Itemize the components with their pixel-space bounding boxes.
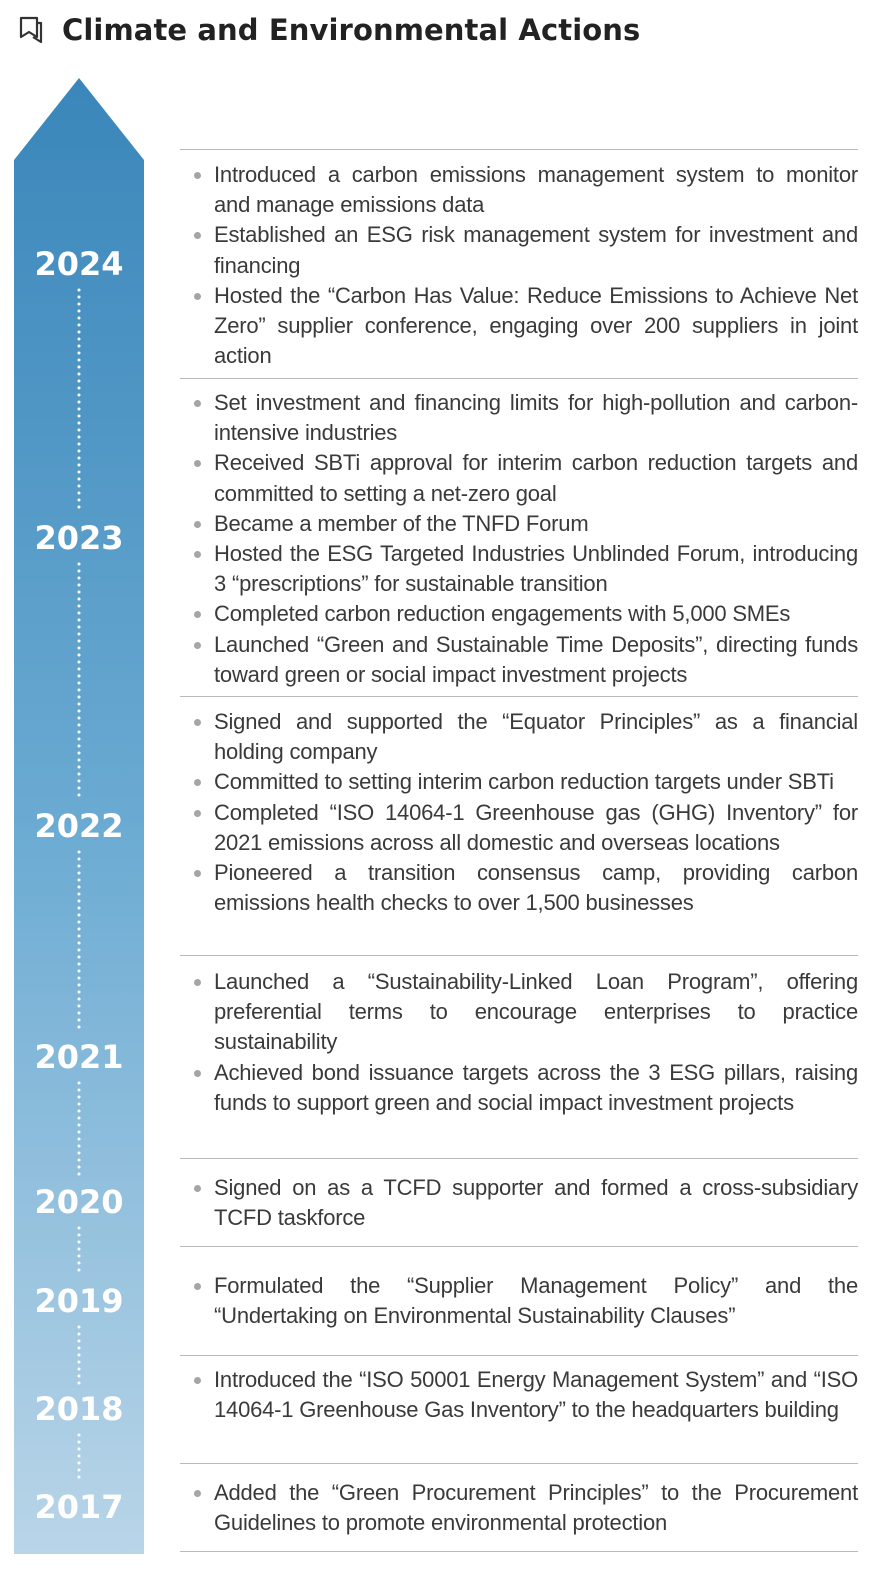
year-label: 2020 (34, 1183, 124, 1221)
year-label: 2023 (34, 519, 124, 557)
section-divider (180, 1246, 858, 1247)
section-divider (180, 1158, 858, 1159)
action-item: Introduced the “ISO 50001 Energy Management System” and “ISO 14064-1 Greenhouse Gas Inventory” to the headquarters building (192, 1365, 858, 1425)
action-item: Launched “Green and Sustainable Time Deposits”, directing funds toward green or social impact investment projects (192, 630, 858, 690)
year-2018-actions (192, 1365, 858, 1425)
year-2020-actions (192, 1173, 858, 1233)
action-item: Introduced a carbon emissions management system to monitor and manage emissions data (192, 160, 858, 220)
action-item: Became a member of the TNFD Forum (192, 509, 858, 539)
action-item: Completed “ISO 14064-1 Greenhouse gas (GHG) Inventory” for 2021 emissions across all domestic and overseas locations (192, 798, 858, 858)
year-2017-actions (192, 1478, 858, 1538)
action-item: Completed carbon reduction engagements with 5,000 SMEs (192, 599, 858, 629)
year-2024-actions (192, 160, 858, 371)
action-item: Received SBTi approval for interim carbon reduction targets and committed to setting a net-zero goal (192, 448, 858, 508)
section-divider (180, 378, 858, 379)
section-divider (180, 149, 858, 150)
year-label: 2019 (34, 1282, 124, 1320)
year-label: 2021 (34, 1038, 124, 1076)
page-header (18, 8, 640, 52)
year-2019-actions (192, 1271, 858, 1331)
action-item: Signed on as a TCFD supporter and formed a cross-subsidiary TCFD taskforce (192, 1173, 858, 1233)
action-item: Signed and supported the “Equator Principles” as a financial holding company (192, 707, 858, 767)
action-item: Committed to setting interim carbon reduction targets under SBTi (192, 767, 858, 797)
year-label: 2024 (34, 245, 124, 283)
section-divider (180, 1355, 858, 1356)
year-2022-actions (192, 707, 858, 918)
action-item: Established an ESG risk management system for investment and financing (192, 220, 858, 280)
year-label: 2018 (34, 1390, 124, 1428)
year-2023-actions (192, 388, 858, 690)
section-divider (180, 1463, 858, 1464)
action-item: Hosted the ESG Targeted Industries Unblinded Forum, introducing 3 “prescriptions” for sustainable transition (192, 539, 858, 599)
action-item: Set investment and financing limits for high-pollution and carbon-intensive industries (192, 388, 858, 448)
section-divider (180, 1551, 858, 1552)
action-item: Achieved bond issuance targets across the 3 ESG pillars, raising funds to support green and social impact investment projects (192, 1058, 858, 1118)
action-item: Formulated the “Supplier Management Policy” and the “Undertaking on Environmental Sustainability Clauses” (192, 1271, 858, 1331)
action-item: Launched a “Sustainability-Linked Loan Program”, offering preferential terms to encourage enterprises to practice sustainability (192, 967, 858, 1058)
action-item: Added the “Green Procurement Principles” to the Procurement Guidelines to promote environmental protection (192, 1478, 858, 1538)
bookmark-icon (18, 16, 44, 44)
year-2021-actions (192, 967, 858, 1118)
action-item: Pioneered a transition consensus camp, providing carbon emissions health checks to over 1,500 businesses (192, 858, 858, 918)
page-title: Climate and Environmental Actions (62, 13, 641, 47)
year-label: 2022 (34, 807, 124, 845)
action-item: Hosted the “Carbon Has Value: Reduce Emissions to Achieve Net Zero” supplier conference, engaging over 200 suppliers in joint action (192, 281, 858, 372)
year-label: 2017 (34, 1488, 124, 1526)
section-divider (180, 955, 858, 956)
section-divider (180, 696, 858, 697)
